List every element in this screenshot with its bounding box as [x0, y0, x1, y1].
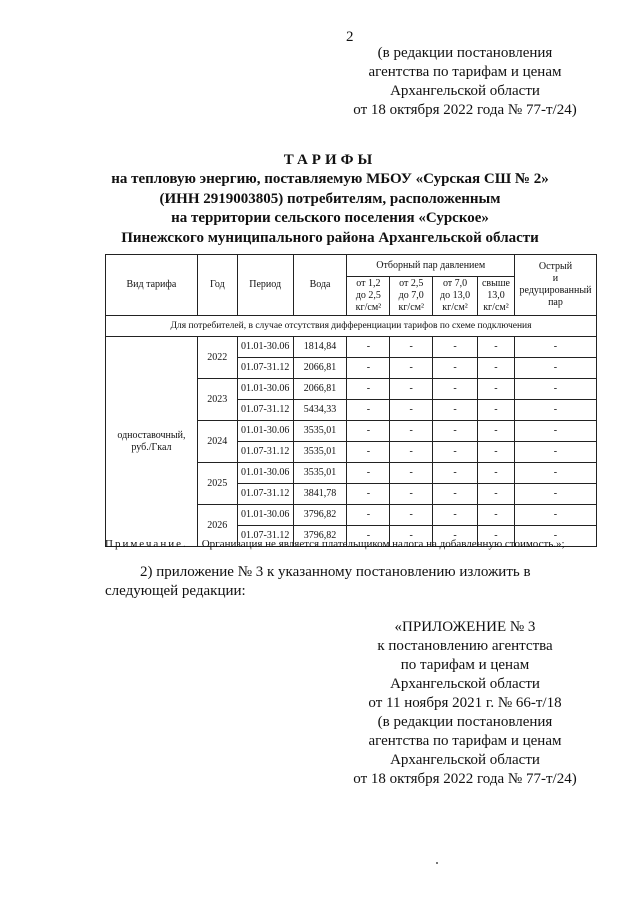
dash-cell: -	[390, 505, 433, 526]
appendix-line: Архангельской области	[390, 752, 540, 768]
dash-cell: -	[514, 358, 596, 379]
dash-cell: -	[390, 379, 433, 400]
dash-cell: -	[433, 505, 478, 526]
scan-speck	[436, 862, 438, 864]
dash-cell: -	[390, 526, 433, 547]
edition-line: Архангельской области	[390, 83, 540, 99]
water-cell: 3535,01	[293, 463, 347, 484]
dash-cell: -	[433, 526, 478, 547]
dash-cell: -	[514, 505, 596, 526]
year-cell: 2024	[197, 421, 237, 463]
dash-cell: -	[347, 463, 390, 484]
dash-cell: -	[477, 526, 514, 547]
water-cell: 2066,81	[293, 379, 347, 400]
dash-cell: -	[347, 526, 390, 547]
period-cell: 01.01-30.06	[237, 505, 293, 526]
header-tariff-type: Вид тарифа	[106, 255, 198, 316]
period-cell: 01.07-31.12	[237, 442, 293, 463]
period-cell: 01.01-30.06	[237, 463, 293, 484]
appendix-line: «ПРИЛОЖЕНИЕ № 3	[394, 619, 536, 635]
header-steam-col	[390, 277, 433, 316]
period-cell: 01.01-30.06	[237, 379, 293, 400]
dash-cell: -	[477, 463, 514, 484]
appendix-line: агентства по тарифам и ценам	[368, 733, 562, 749]
header-steam-col	[347, 277, 390, 316]
header-line: от 7,0	[442, 278, 468, 289]
appendix-line: к постановлению агентства	[377, 638, 553, 654]
dash-cell: -	[347, 484, 390, 505]
dash-cell: -	[390, 337, 433, 358]
dash-cell: -	[433, 484, 478, 505]
dash-cell: -	[433, 337, 478, 358]
year-cell: 2025	[197, 463, 237, 505]
header-line: Острый	[538, 261, 573, 272]
dash-cell: -	[477, 379, 514, 400]
appendix-line: от 11 ноября 2021 г. № 66-т/18	[368, 695, 562, 711]
subtitle-line: на территории сельского поселения «Сурское»	[171, 210, 489, 226]
dash-cell: -	[514, 421, 596, 442]
water-cell: 1814,84	[293, 337, 347, 358]
edition-line: агентства по тарифам и ценам	[368, 64, 562, 80]
header-line: пар	[548, 297, 563, 308]
header-year: Год	[197, 255, 237, 316]
year-cell: 2022	[197, 337, 237, 379]
dash-cell: -	[347, 421, 390, 442]
water-cell: 5434,33	[293, 400, 347, 421]
header-line: от 2,5	[399, 278, 424, 289]
header-line: 13,0	[487, 290, 505, 301]
header-line: редуцированный	[519, 285, 592, 296]
dash-cell: -	[514, 484, 596, 505]
edition-block	[330, 44, 600, 120]
edition-line: (в редакции постановления	[377, 45, 553, 61]
note-label: Примечание.	[105, 538, 188, 550]
tariff-type-cell	[106, 337, 198, 547]
dash-cell: -	[347, 379, 390, 400]
header-line: кг/см²	[398, 302, 424, 313]
dash-cell: -	[477, 337, 514, 358]
dash-cell: -	[433, 358, 478, 379]
appendix-line: Архангельской области	[390, 676, 540, 692]
subtitle-line: (ИНН 2919003805) потребителям, расположенным	[159, 190, 501, 207]
period-cell: 01.07-31.12	[237, 400, 293, 421]
header-steam-col	[477, 277, 514, 316]
dash-cell: -	[433, 421, 478, 442]
appendix-line: от 18 октября 2022 года № 77-т/24)	[353, 771, 577, 787]
header-line: до 13,0	[440, 290, 471, 301]
dash-cell: -	[390, 484, 433, 505]
period-cell: 01.07-31.12	[237, 526, 293, 547]
period-cell: 01.07-31.12	[237, 358, 293, 379]
dash-cell: -	[477, 358, 514, 379]
header-line: до 7,0	[398, 290, 424, 301]
dash-cell: -	[514, 337, 596, 358]
dash-cell: -	[514, 379, 596, 400]
header-line: кг/см²	[355, 302, 382, 313]
header-sharp-steam	[514, 255, 596, 316]
amendment-item-2: 2) приложение № 3 к указанному постановлению изложить в следующей редакции:	[105, 564, 531, 599]
water-cell: 3796,82	[293, 505, 347, 526]
period-cell: 01.01-30.06	[237, 337, 293, 358]
period-cell: 01.01-30.06	[237, 421, 293, 442]
water-cell: 3535,01	[293, 442, 347, 463]
tariff-label-line: руб./Гкал	[131, 441, 172, 453]
header-steam-col	[433, 277, 478, 316]
header-line: кг/см²	[442, 302, 468, 313]
dash-cell: -	[390, 400, 433, 421]
dash-cell: -	[514, 463, 596, 484]
year-cell: 2023	[197, 379, 237, 421]
header-line: и	[552, 273, 559, 284]
dash-cell: -	[347, 442, 390, 463]
dash-cell: -	[477, 442, 514, 463]
header-line: кг/см²	[483, 302, 509, 313]
water-cell: 3841,78	[293, 484, 347, 505]
period-cell: 01.07-31.12	[237, 484, 293, 505]
tariff-table	[105, 254, 597, 547]
dash-cell: -	[390, 442, 433, 463]
subtitle-line: Пинежского муниципального района Архангельской области	[121, 229, 539, 246]
dash-cell: -	[347, 505, 390, 526]
year-cell: 2026	[197, 505, 237, 547]
edition-line: от 18 октября 2022 года № 77-т/24)	[353, 102, 577, 118]
dash-cell: -	[477, 400, 514, 421]
dash-cell: -	[347, 337, 390, 358]
water-cell: 3535,01	[293, 421, 347, 442]
table-note	[105, 538, 625, 550]
dash-cell: -	[347, 400, 390, 421]
document-title: ТАРИФЫ	[283, 152, 377, 168]
dash-cell: -	[514, 442, 596, 463]
water-cell: 3796,82	[293, 526, 347, 547]
dash-cell: -	[477, 484, 514, 505]
dash-cell: -	[514, 526, 596, 547]
dash-cell: -	[477, 505, 514, 526]
note-text: Организация не является плательщиком налога на добавленную стоимость.»;	[201, 538, 565, 550]
dash-cell: -	[347, 358, 390, 379]
dash-cell: -	[433, 442, 478, 463]
header-line: от 1,2	[356, 278, 381, 289]
dash-cell: -	[514, 400, 596, 421]
dash-cell: -	[390, 421, 433, 442]
dash-cell: -	[433, 379, 478, 400]
consumer-note-row: Для потребителей, в случае отсутствия дифференциации тарифов по схеме подключения	[106, 316, 597, 337]
header-water: Вода	[293, 255, 347, 316]
document-subtitle	[60, 170, 600, 248]
header-line: до 2,5	[355, 290, 381, 301]
appendix-3-header	[330, 618, 600, 789]
dash-cell: -	[390, 463, 433, 484]
header-steam-group: Отборный пар давлением	[347, 255, 514, 277]
page-number: 2	[346, 29, 354, 45]
dash-cell: -	[390, 358, 433, 379]
header-period: Период	[237, 255, 293, 316]
appendix-line: (в редакции постановления	[377, 714, 553, 730]
appendix-line: по тарифам и ценам	[400, 657, 530, 673]
tariff-label-line: одноставочный,	[117, 429, 186, 441]
header-line: свыше	[481, 278, 510, 289]
water-cell: 2066,81	[293, 358, 347, 379]
subtitle-line: на тепловую энергию, поставляемую МБОУ «Сурская СШ № 2»	[111, 171, 549, 187]
dash-cell: -	[477, 421, 514, 442]
dash-cell: -	[433, 463, 478, 484]
dash-cell: -	[433, 400, 478, 421]
